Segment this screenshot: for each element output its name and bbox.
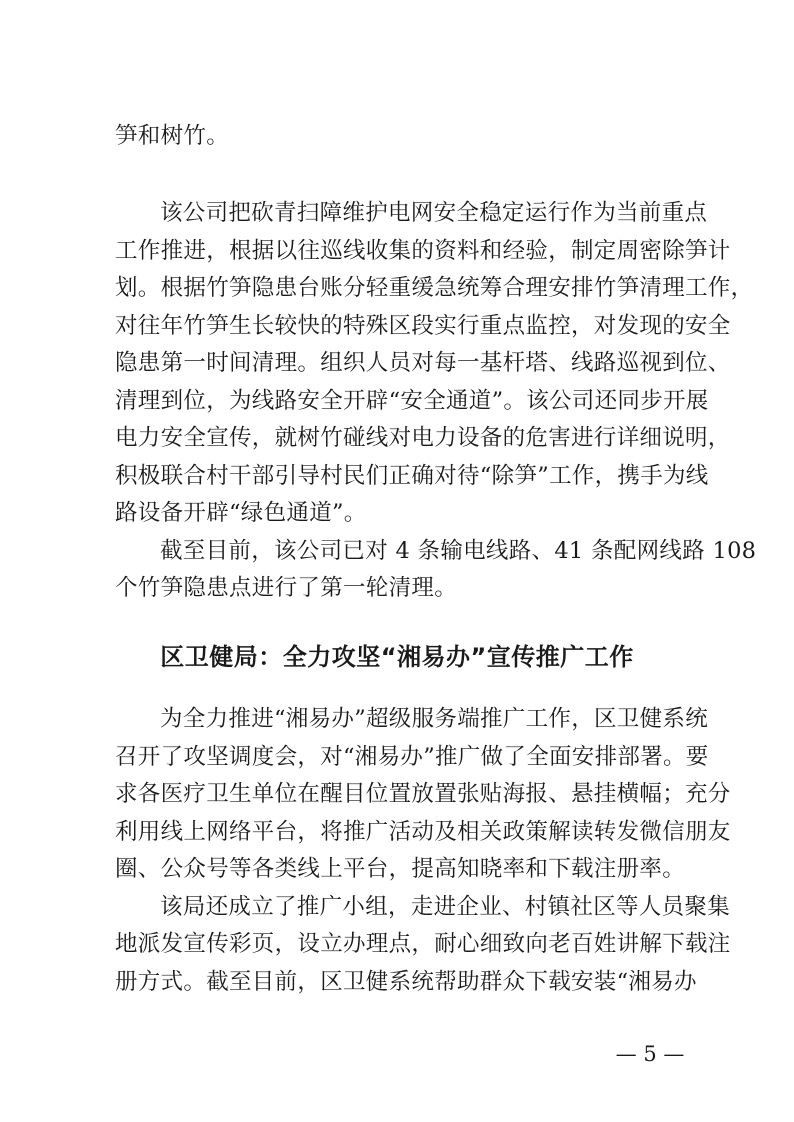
paragraph-line: 为全力推进“湘易办”超级服务端推广工作，区卫健系统 [160,706,709,732]
paragraph-line: 该局还成立了推广小组，走进企业、村镇社区等人员聚集 [160,894,731,920]
continuation-line: 笋和树竹。 [115,123,230,149]
paragraph-line: 圈、公众号等各类线上平台，提高知晓率和下载注册率。 [115,856,686,882]
paragraph-line: 隐患第一时间清理。组织人员对每一基杆塔、线路巡视到位、 [115,350,731,376]
paragraph-line: 求各医疗卫生单位在醒目位置放置张贴海报、悬挂横幅；充分 [115,781,731,807]
paragraph-line: 该公司把砍青扫障维护电网安全稳定运行作为当前重点 [160,200,708,226]
paragraph-line: 工作推进，根据以往巡线收集的资料和经验，制定周密除笋计 [115,238,731,264]
section-heading: 区卫健局：全力攻坚“湘易办”宣传推广工作 [160,643,634,671]
paragraph-line: 对往年竹笋生长较快的特殊区段实行重点监控，对发现的安全 [115,313,731,339]
paragraph-line: 路设备开辟“绿色通道”。 [115,500,367,526]
paragraph-line: 电力安全宣传，就树竹碰线对电力设备的危害进行详细说明， [115,425,731,451]
paragraph-line: 利用线上网络平台，将推广活动及相关政策解读转发微信朋友 [115,819,731,845]
page-number: — 5 — [615,1042,685,1066]
paragraph-line: 地派发宣传彩页，设立办理点，耐心细致向老百姓讲解下载注 [115,931,731,957]
paragraph-line: 积极联合村干部引导村民们正确对待“除笋”工作，携手为线 [115,463,709,489]
paragraph-line: 清理到位，为线路安全开辟“安全通道”。该公司还同步开展 [115,388,709,414]
paragraph-line: 册方式。截至目前，区卫健系统帮助群众下载安装“湘易办 [115,969,697,995]
paragraph-line: 召开了攻坚调度会，对“湘易办”推广做了全面安排部署。要 [115,744,709,770]
paragraph-line: 截至目前，该公司已对 4 条输电线路、41 条配网线路 108 [160,538,757,564]
paragraph-line: 划。根据竹笋隐患台账分轻重缓急统筹合理安排竹笋清理工作， [115,275,754,301]
paragraph-line: 个竹笋隐患点进行了第一轮清理。 [115,575,458,601]
